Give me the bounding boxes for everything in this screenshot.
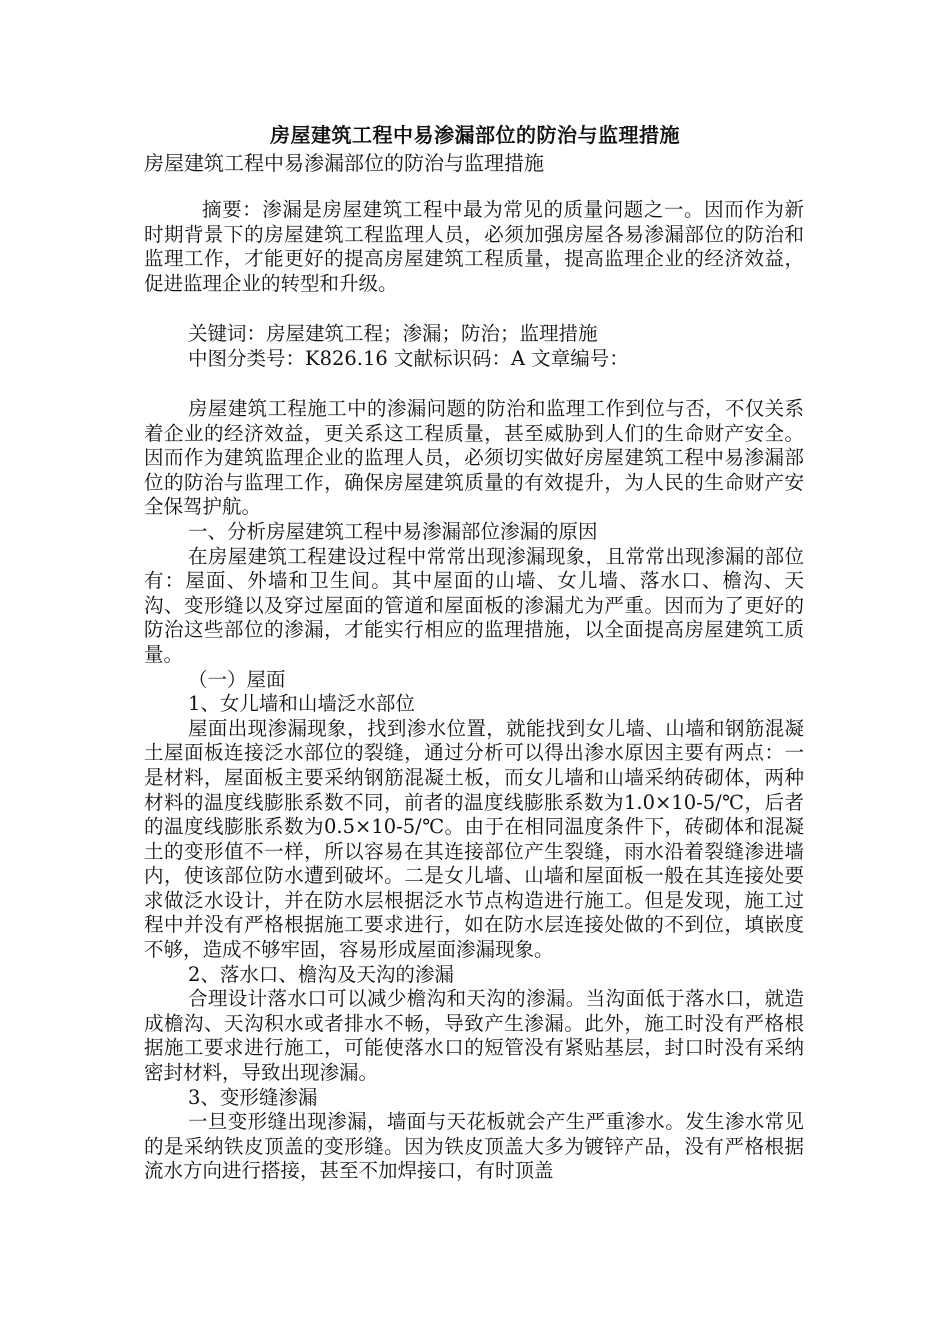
- classification-line: 中图分类号：K826.16 文献标识码：A 文章编号：: [188, 346, 629, 370]
- item-heading: 3、变形缝渗漏: [188, 1085, 318, 1109]
- body-paragraph: 在房屋建筑工程建设过程中常常出现渗漏现象，且常常出现渗漏的部位有：屋面、外墙和卫生间。其中屋面的山墙、女儿墙、落水口、檐沟、天沟、变形缝以及穿过屋面的管道和屋面板的渗漏尤为严重。因而为了更好的防治这些部位的渗漏，才能实行相应的监理措施，以全面提高房屋建筑工质量。: [144, 544, 804, 666]
- meta-block: [144, 322, 804, 371]
- abstract-paragraph: 摘要：渗漏是房屋建筑工程中最为常见的质量问题之一。因而作为新时期背景下的房屋建筑工程监理人员，必须加强房屋各易渗漏部位的防治和监理工作，才能更好的提高房屋建筑工程质量，提高监理企业的经济效益，促进监理企业的转型和升级。: [144, 198, 804, 295]
- body-paragraph: 合理设计落水口可以减少檐沟和天沟的渗漏。当沟面低于落水口，就造成檐沟、天沟积水或者排水不畅，导致产生渗漏。此外，施工时没有严格根据施工要求进行施工，可能使落水口的短管没有紧贴基层，封口时没有采纳密封材料，导致出现渗漏。: [144, 987, 804, 1085]
- subsection-heading: （一）屋面: [188, 667, 286, 691]
- body-paragraph: 一旦变形缝出现渗漏，墙面与天花板就会产生严重渗水。发生渗水常见的是采纳铁皮顶盖的变形缝。因为铁皮顶盖大多为镀锌产品，没有严格根据流水方向进行搭接，甚至不加焊接口，有时顶盖: [144, 1110, 804, 1183]
- main-text: [144, 397, 804, 1184]
- section-heading: 一、分析房屋建筑工程中易渗漏部位渗漏的原因: [188, 519, 598, 543]
- body-paragraph: 屋面出现渗漏现象，找到渗水位置，就能找到女儿墙、山墙和钢筋混凝土屋面板连接泛水部位的裂缝，通过分析可以得出渗水原因主要有两点：一是材料，屋面板主要采纳钢筋混凝土板，而女儿墙和山墙采纳砖砌体，两种材料的温度线膨胀系数不同，前者的温度线膨胀系数为1.0×10-5/℃，后者的温度线膨胀系数为0.5×10-5/℃。由于在相同温度条件下，砖砌体和混凝土的变形值不一样，所以容易在其连接部位产生裂缝，雨水沿着裂缝渗进墙内，使该部位防水遭到破坏。二是女儿墙、山墙和屋面板一般在其连接处要求做泛水设计，并在防水层根据泛水节点构造进行施工。但是发现，施工过程中并没有严格根据施工要求进行，如在防水层连接处做的不到位，填嵌度不够，造成不够牢固，容易形成屋面渗漏现象。: [144, 716, 804, 962]
- document-title: 房屋建筑工程中易渗漏部位的防治与监理措施: [270, 123, 680, 147]
- keywords-line: 关键词：房屋建筑工程；渗漏；防治；监理措施: [188, 322, 598, 345]
- document-subtitle: 房屋建筑工程中易渗漏部位的防治与监理措施: [144, 151, 544, 175]
- body-paragraph: 房屋建筑工程施工中的渗漏问题的防治和监理工作到位与否，不仅关系着企业的经济效益，更关系这工程质量，甚至威胁到人们的生命财产安全。因而作为建筑监理企业的监理人员，必须切实做好房屋建筑工程中易渗漏部位的防治与监理工作，确保房屋建筑质量的有效提升，为人民的生命财产安全保驾护航。: [144, 397, 804, 519]
- item-heading: 2、落水口、檐沟及天沟的渗漏: [188, 962, 454, 986]
- abstract-block: [144, 198, 804, 296]
- item-heading: 1、女儿墙和山墙泛水部位: [188, 692, 415, 716]
